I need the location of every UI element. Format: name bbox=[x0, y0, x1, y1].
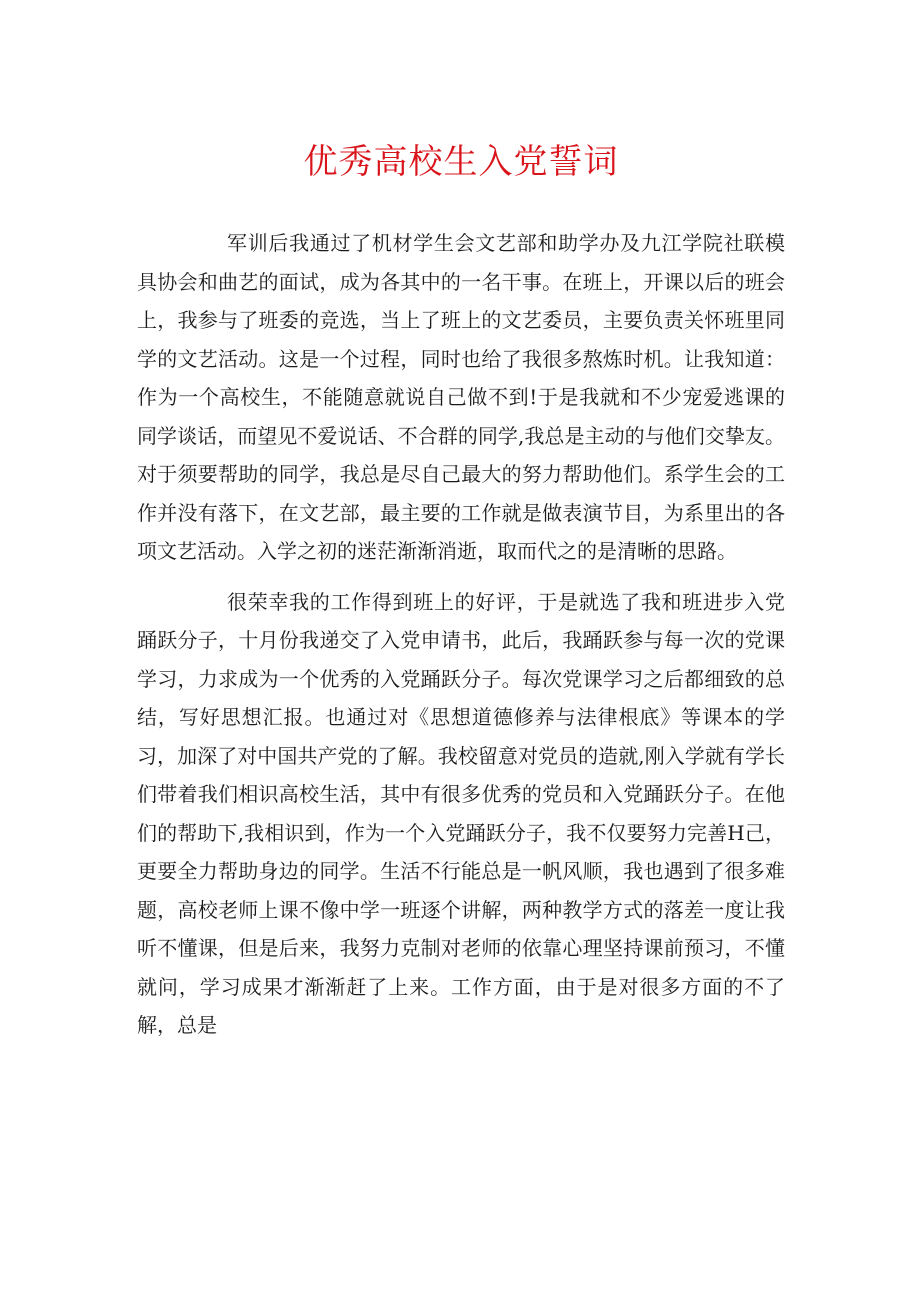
paragraph-2: 很荣幸我的工作得到班上的好评，于是就选了我和班进步入党踊跃分子，十月份我递交了入党申请书，此后，我踊跃参与每一次的党课学习，力求成为一个优秀的入党踊跃分子。每次党课学习之后都细致的总结，写好思想汇报。也通过对《思想道德修养与法律根底》等课本的学习，加深了对中国共产党的了解。我校留意对党员的造就,刚入学就有学长们带着我们相识高校生活，其中有很多优秀的党员和入党踊跃分子。在他们的帮助下,我相识到，作为一个入党踊跃分子，我不仅要努力完善H己，更要全力帮助身边的同学。生活不行能总是一帆风顺，我也遇到了很多难题，高校老师上课不像中学一班逐个讲解，两种教学方式的落差一度让我听不懂课，但是后来，我努力克制对老师的依靠心理坚持课前预习，不懂就问，学习成果才渐渐赶了上来。工作方面，由于是对很多方面的不了解，总是 bbox=[137, 589, 785, 1037]
document-title: 优秀高校生入党誓词 bbox=[303, 142, 619, 182]
paragraph-1: 军训后我通过了机材学生会文艺部和助学办及九江学院社联模具协会和曲艺的面试，成为各其中的一名干事。在班上，开课以后的班会上，我参与了班委的竞选，当上了班上的文艺委员，主要负责关怀班里同学的文艺活动。这是一个过程，同时也给了我很多熬炼时机。让我知道：作为一个高校生，不能随意就说自己做不到!于是我就和不少宠爱逃课的同学谈话，而望见不爱说话、不合群的同学,我总是主动的与他们交挚友。对于须要帮助的同学，我总是尽自己最大的努力帮助他们。系学生会的工作并没有落下，在文艺部，最主要的工作就是做表演节目，为系里出的各项文艺活动。入学之初的迷茫渐渐消逝，取而代之的是清晰的思路。 bbox=[137, 231, 785, 563]
